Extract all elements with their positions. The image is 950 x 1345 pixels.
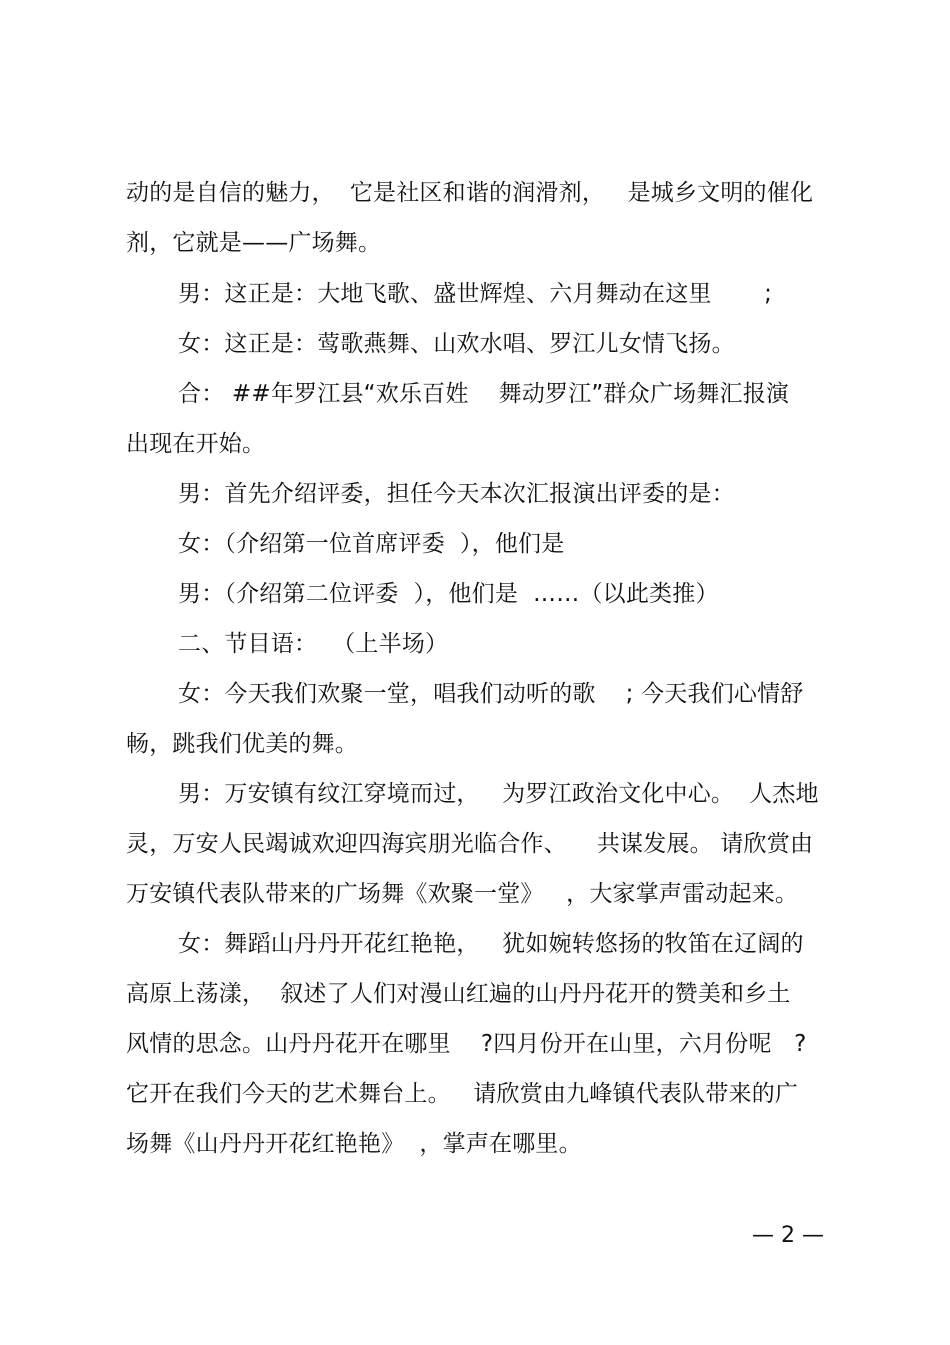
text-line: 男：（介绍第二位评委 ），他们是 ……（以此类推） — [178, 581, 719, 607]
text-line: 高原上荡漾， 叙述了人们对漫山红遍的山丹丹花开的赞美和乡土 — [126, 981, 791, 1007]
text-line: 男：首先介绍评委，担任今天本次汇报演出评委的是： — [178, 481, 735, 507]
text-line: 女：这正是：莺歌燕舞、山欢水唱、罗江儿女情飞扬。 — [178, 331, 735, 357]
page-number: — 2 — — [752, 1223, 824, 1248]
text-line: 男：万安镇有纹江穿境而过， 为罗江政治文化中心。 人杰地 — [178, 781, 819, 807]
text-line: 畅，跳我们优美的舞。 — [126, 731, 358, 757]
text-line: 场舞《山丹丹开花红艳艳》 ，掌声在哪里。 — [126, 1131, 582, 1157]
text-line: 它开在我们今天的艺术舞台上。 请欣赏由九峰镇代表队带来的广 — [126, 1081, 799, 1107]
text-line: 万安镇代表队带来的广场舞《欢聚一堂》 ，大家掌声雷动起来。 — [126, 881, 799, 907]
text-line: 女：舞蹈山丹丹开花红艳艳， 犹如婉转悠扬的牧笛在辽阔的 — [178, 931, 804, 957]
text-line: 剂，它就是——广场舞。 — [126, 230, 382, 256]
text-line: 灵，万安人民竭诚欢迎四海宾朋光临合作、 共谋发展。 请欣赏由 — [126, 831, 814, 857]
section-heading: 二、节目语： （上半场） — [178, 631, 449, 657]
text-line: 女：（介绍第一位首席评委 ），他们是 — [178, 531, 565, 557]
text-line: 动的是自信的魅力， 它是社区和谐的润滑剂， 是城乡文明的催化 — [126, 180, 814, 206]
text-line: 男：这正是：大地飞歌、盛世辉煌、六月舞动在这里 ; — [178, 281, 773, 307]
text-line: 女：今天我们欢聚一堂，唱我们动听的歌 ; 今天我们心情舒 — [178, 681, 804, 707]
text-line: 风情的思念。山丹丹花开在哪里 ?四月份开在山里，六月份呢 ? — [126, 1031, 807, 1057]
text-line: 出现在开始。 — [126, 431, 266, 457]
text-line: 合： ##年罗江县“欢乐百姓 舞动罗江”群众广场舞汇报演 — [178, 381, 790, 407]
